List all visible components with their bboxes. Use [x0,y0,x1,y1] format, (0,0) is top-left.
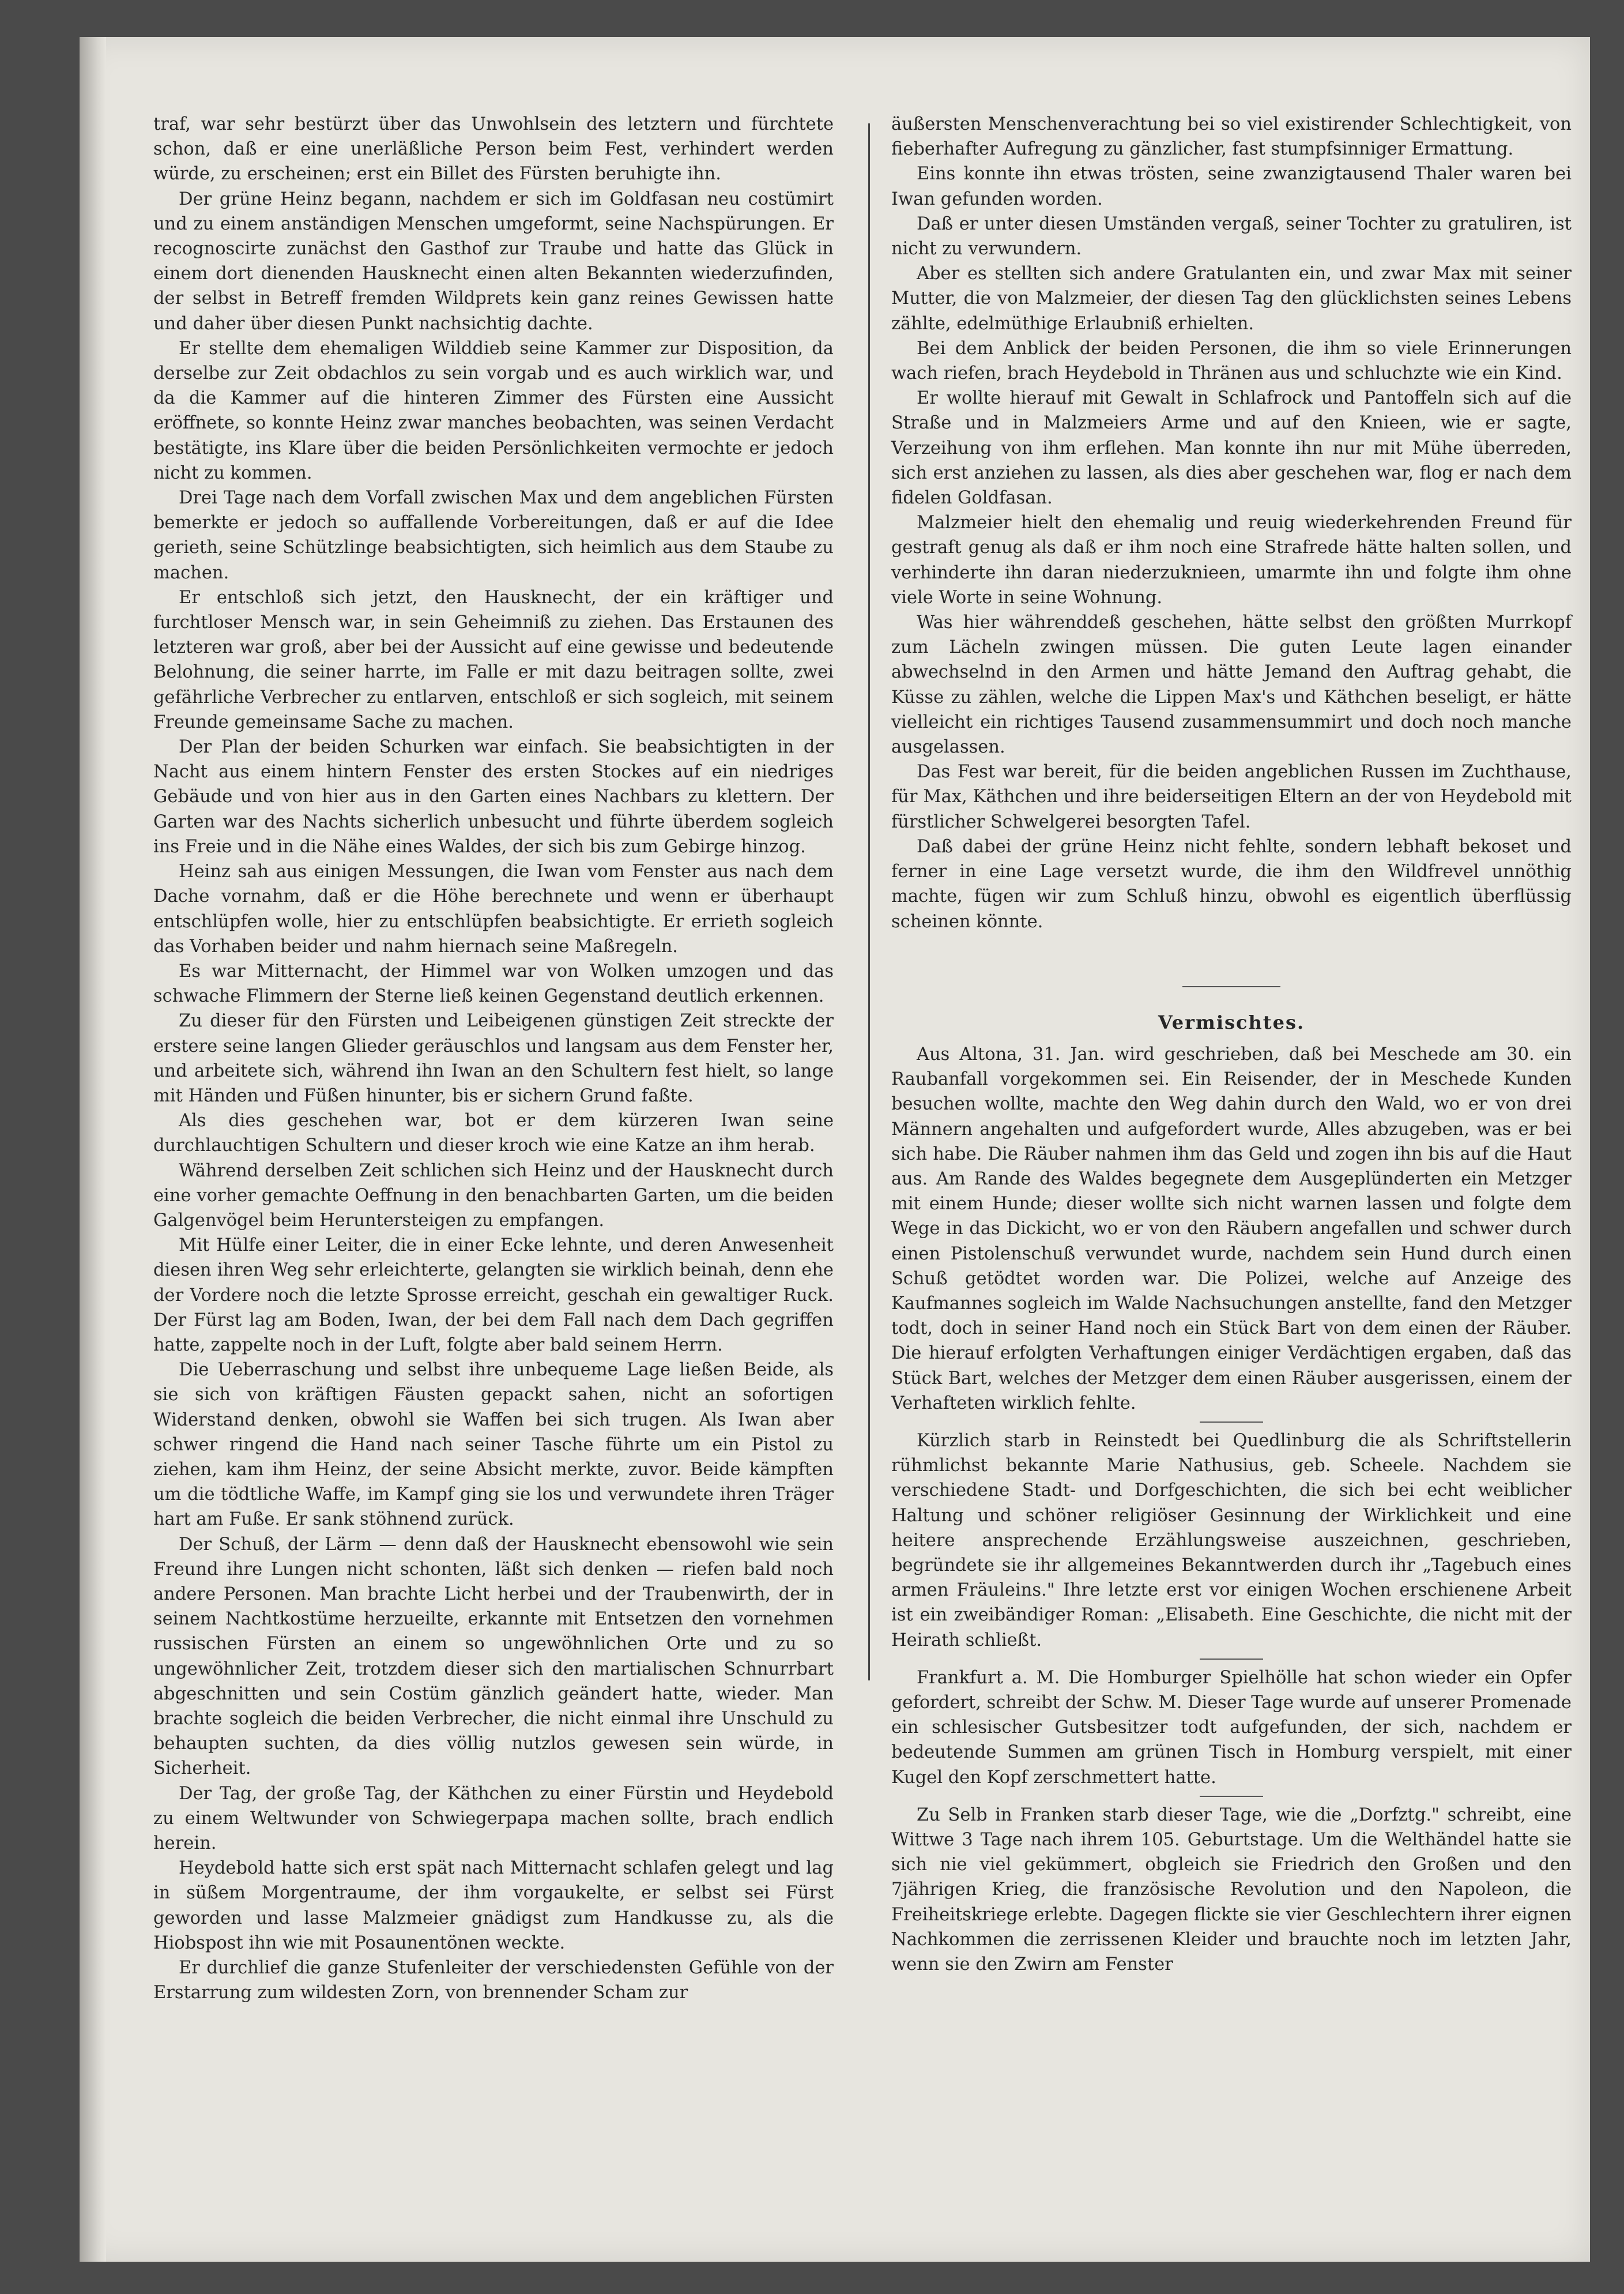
paragraph: Der Schuß, der Lärm — denn daß der Hausknecht ebensowohl wie sein Freund ihre Lungen nicht schonten, läßt sich denken — riefen bald noch andere Personen. Man brachte Licht herbei und der Traubenwirth, der in seinem Nachtkostüme herzueilte, erkannte mit Entsetzen den vornehmen russischen Fürsten an einem so ungewöhnlichen Orte und zu so ungewöhnlicher Zeit, trotzdem dieser sich den martialischen Schnurrbart abgeschnitten und sein Costüm gänzlich geändert hatte, wieder. Man brachte sogleich die beiden Verbrecher, die nicht einmal ihre Unschuld zu behaupten suchten, da dies völlig nutzlos gewesen sein würde, in Sicherheit. [153,1534,834,1779]
paragraph: Zu dieser für den Fürsten und Leibeigenen günstigen Zeit streckte der erstere seine langen Glieder geräuschlos und langsam aus dem Fenster her, und arbeitete sich, während ihn Iwan an den Schultern fest hielt, so lange mit Händen und Füßen hinunter, bis er sichern Grund faßte. [153,1011,834,1106]
paragraph: Heinz sah aus einigen Messungen, die Iwan vom Fenster aus nach dem Dache vornahm, daß er die Höhe berechnete und wenn er überhaupt entschlüpfen wolle, hier zu entschlüpfen beabsichtigte. Er errieth sogleich das Vorhaben beider und nahm hiernach seine Maßregeln. [153,862,834,957]
paragraph: Es war Mitternacht, der Himmel war von Wolken umzogen und das schwache Flimmern der Sterne ließ keinen Gegenstand deutlich erkennen. [153,961,834,1007]
paragraph: Der Plan der beiden Schurken war einfach. Sie beabsichtigten in der Nacht aus einem hintern Fenster des ersten Stockes auf ein niedriges Gebäude und von hier aus in den Garten eines Nachbars zu klettern. Der Garten war des Nachts sicherlich unbesucht und führte überdem sogleich ins Freie und in die Nähe eines Waldes, der sich bis zum Gebirge hinzog. [153,737,834,857]
item-separator [1200,1421,1263,1423]
section-heading: Vermischtes. [1158,1011,1305,1033]
paragraph: traf, war sehr bestürzt über das Unwohlsein des letztern und fürchtete schon, daß er eine unerläßliche Person beim Fest, verhindert werden würde, zu erscheinen; erst ein Billet des Fürsten beruhigte ihn. [153,114,834,185]
news-item: Frankfurt a. M. Die Homburger Spielhölle hat schon wieder ein Opfer gefordert, schreibt der Schw. M. Dieser Tage wurde auf unserer Promenade ein schlesischer Gutsbesitzer todt aufgefunden, der sich, nachdem er bedeutende Summen am grünen Tisch in Homburg verspielt, mit einer Kugel den Kopf zerschmettert hatte. [891,1667,1572,1788]
paragraph: Der grüne Heinz begann, nachdem er sich im Goldfasan neu costümirt und zu einem anständigen Menschen umgeformt, seine Nachspürungen. Er recognoscirte zunächst den Gasthof zur Traube und hatte das Glück in einem dort dienenden Hausknecht einen alten Bekannten wiederzufinden, der selbst in Betreff fremden Wildprets kein ganz reines Gewissen hatte und daher über diesen Punkt nachsichtig dachte. [153,189,834,334]
right-column [891,112,1572,1977]
news-item: Kürzlich starb in Reinstedt bei Quedlinburg die als Schriftstellerin rühmlichst bekannte Marie Nathusius, geb. Scheele. Nachdem sie verschiedene Stadt- und Dorfgeschichten, die sich bei echt weiblicher Haltung und schöner religiöser Gesinnung der Wirklichkeit und eine heitere ansprechende Erzählungsweise auszeichnen, geschrieben, begründete sie ihr allgemeines Bekanntwerden durch ihr „Tagebuch eines armen Fräuleins." Ihre letzte erst vor einigen Wochen erschienene Arbeit ist ein zweibändiger Roman: „Elisabeth. Eine Geschichte, die nicht mit der Heirath schließt. [891,1430,1572,1650]
paragraph: Die Ueberraschung und selbst ihre unbequeme Lage ließen Beide, als sie sich von kräftigen Fäusten gepackt sahen, nicht an sofortigen Widerstand denken, obwohl sie Waffen bei sich trugen. Als Iwan aber schwer ringend die Hand nach seiner Tasche führte um ein Pistol zu ziehen, kam ihm Heinz, der seine Absicht merkte, zuvor. Beide kämpften um die tödtliche Waffe, im Kampf ging sie los und verwundete ihren Träger hart am Fuße. Er sank stöhnend zurück. [153,1360,834,1530]
paragraph: Er durchlief die ganze Stufenleiter der verschiedensten Gefühle von der Erstarrung zum wildesten Zorn, von brennender Scham zur [153,1958,834,2003]
paragraph: Das Fest war bereit, für die beiden angeblichen Russen im Zuchthause, für Max, Käthchen und ihre beiderseitigen Eltern an der von Heydebold mit fürstlicher Schwelgerei besorgten Tafel. [891,762,1572,832]
paragraph: Als dies geschehen war, bot er dem kürzeren Iwan seine durchlauchtigen Schultern und dieser kroch wie eine Katze an ihm herab. [153,1111,834,1156]
paragraph: Mit Hülfe einer Leiter, die in einer Ecke lehnte, und deren Anwesenheit diesen ihren Weg sehr erleichterte, gelangten sie wirklich beinah, denn ehe der Vordere noch die letzte Sprosse erreicht, geschah ein gewaltiger Ruck. Der Fürst lag am Boden, Iwan, der bei dem Fall nach dem Dach gegriffen hatte, zappelte noch in der Luft, folgte aber bald seinem Herrn. [153,1235,834,1355]
paragraph: Malzmeier hielt den ehemalig und reuig wiederkehrenden Freund für gestraft genug als daß er ihm noch eine Strafrede hätte halten sollen, und verhinderte ihn daran niederzuknieen, umarmte ihn und folgte ihm ohne viele Worte in seine Wohnung. [891,513,1572,608]
newspaper-page [80,37,1590,2262]
paragraph: äußersten Menschenverachtung bei so viel existirender Schlechtigkeit, von fieberhafter Aufregung zu gänzlicher, fast stumpfsinniger Ermattung. [891,114,1572,160]
paragraph: Während derselben Zeit schlichen sich Heinz und der Hausknecht durch eine vorher gemachte Oeffnung in den benachbarten Garten, um die beiden Galgenvögel beim Heruntersteigen zu empfangen. [153,1160,834,1231]
page-binding-edge [80,37,106,2262]
paragraph: Er wollte hierauf mit Gewalt in Schlafrock und Pantoffeln sich auf die Straße und in Malzmeiers Arme und auf den Knieen, wie er sagte, Verzeihung von ihm erflehen. Man konnte ihn nur mit Mühe überreden, sich erst anziehen zu lassen, als dies aber geschehen war, flog er nach dem fidelen Goldfasan. [891,388,1572,509]
news-item: Aus Altona, 31. Jan. wird geschrieben, daß bei Meschede am 30. ein Raubanfall vorgekommen sei. Ein Reisender, der in Meschede Kunden besuchen wollte, machte den Weg dahin durch den Wald, wo er von drei Männern angehalten und aufgefordert wurde, Alles abzugeben, was er bei sich habe. Die Räuber nahmen ihm das Geld und zogen ihn bis auf die Haut aus. Am Rande des Waldes begegnete dem Ausgeplünderten ein Metzger mit einem Hunde; dieser wollte sich nicht warnen lassen und folgte dem Wege in das Dickicht, wo er von den Räubern angefallen und schwer durch einen Pistolenschuß verwundet wurde, nachdem sein Hund durch einen Schuß getödtet worden war. Die Polizei, welche auf Anzeige des Kaufmannes sogleich im Walde Nachsuchungen anstellte, fand den Metzger todt, doch in seiner Hand noch ein Stück Bart von dem einen der Räuber. Die hierauf erfolgten Verhaftungen einiger Verdächtigen ergaben, daß das Stück Bart, welches der Metzger dem einen Räuber ausgerissen, einem der Verhafteten wirklich fehlte. [891,1044,1572,1413]
paragraph: Bei dem Anblick der beiden Personen, die ihm so viele Erinnerungen wach riefen, brach Heydebold in Thränen aus und schluchzte wie ein Kind. [891,338,1572,384]
paragraph: Was hier währenddeß geschehen, hätte selbst den größten Murrkopf zum Lächeln zwingen müssen. Die guten Leute lagen einander abwechselnd in den Armen und hätte Jemand den Auftrag gehabt, die Küsse zu zählen, welche die Lippen Max's und Käthchen beseligt, er hätte vielleicht ein richtiges Tausend zusammensummirt und doch noch manche ausgelassen. [891,612,1572,758]
paragraph: Eins konnte ihn etwas trösten, seine zwanzigtausend Thaler waren bei Iwan gefunden worden. [891,164,1572,209]
paragraph: Daß dabei der grüne Heinz nicht fehlte, sondern lebhaft bekoset und ferner in eine Lage versetzt wurde, die ihm den Wildfrevel unnöthig machte, fügen wir zum Schluß hinzu, obwohl es eigentlich überflüssig scheinen könnte. [891,836,1572,932]
item-separator [1200,1659,1263,1660]
story-end-rule [1182,986,1280,987]
paragraph: Er entschloß sich jetzt, den Hausknecht, der ein kräftiger und furchtloser Mensch war, in sein Geheimniß zu ziehen. Das Erstaunen des letzteren war groß, aber bei der Aussicht auf eine gewisse und bedeutende Belohnung, die seiner harrte, im Falle er mit dazu beitragen sollte, zwei gefährliche Verbrecher zu entlarven, entschloß er sich sogleich, mit seinem Freunde gemeinsame Sache zu machen. [153,587,834,732]
item-separator [1200,1796,1263,1797]
paragraph: Heydebold hatte sich erst spät nach Mitternacht schlafen gelegt und lag in süßem Morgentraume, der ihm vorgaukelte, er selbst sei Fürst geworden und lasse Malzmeier gnädigst zum Handkusse zu, als die Hiobspost ihn wie mit Posaunentönen weckte. [153,1858,834,1953]
paragraph: Drei Tage nach dem Vorfall zwischen Max und dem angeblichen Fürsten bemerkte er jedoch so auffallende Vorbereitungen, daß er auf die Idee gerieth, seine Schützlinge beabsichtigten, sich heimlich aus dem Staube zu machen. [153,488,834,583]
paragraph: Der Tag, der große Tag, der Käthchen zu einer Fürstin und Heydebold zu einem Weltwunder von Schwiegerpapa machen sollte, brach endlich herein. [153,1783,834,1854]
column-divider [868,123,870,1680]
left-column [153,112,834,2005]
paragraph: Daß er unter diesen Umständen vergaß, seiner Tochter zu gratuliren, ist nicht zu verwundern. [891,213,1572,260]
news-item: Zu Selb in Franken starb dieser Tage, wie die „Dorfztg." schreibt, eine Wittwe 3 Tage nach ihrem 105. Geburtstage. Um die Welthändel hatte sie sich nie viel gekümmert, obgleich sie Friedrich den Großen und den 7jährigen Krieg, die französische Revolution und den Napoleon, die Freiheitskriege erlebte. Dagegen flickte sie vier Geschlechtern ihrer eignen Nachkommen die zerrissenen Kleider und brauchte noch im letzten Jahr, wenn sie den Zwirn am Fenster [891,1804,1572,1975]
paragraph: Er stellte dem ehemaligen Wilddieb seine Kammer zur Disposition, da derselbe zur Zeit obdachlos zu sein vorgab und es auch wirklich war, und da die Kammer auf die hinteren Zimmer des Fürsten eine Aussicht eröffnete, so konnte Heinz zwar manches beobachten, was seinen Verdacht bestätigte, ins Klare über die beiden Persönlichkeiten vermochte er jedoch nicht zu kommen. [153,338,834,483]
paragraph: Aber es stellten sich andere Gratulanten ein, und zwar Max mit seiner Mutter, die von Malzmeier, der diesen Tag den glücklichsten seines Lebens zählte, edelmüthige Erlaubniß erhielten. [891,264,1572,334]
